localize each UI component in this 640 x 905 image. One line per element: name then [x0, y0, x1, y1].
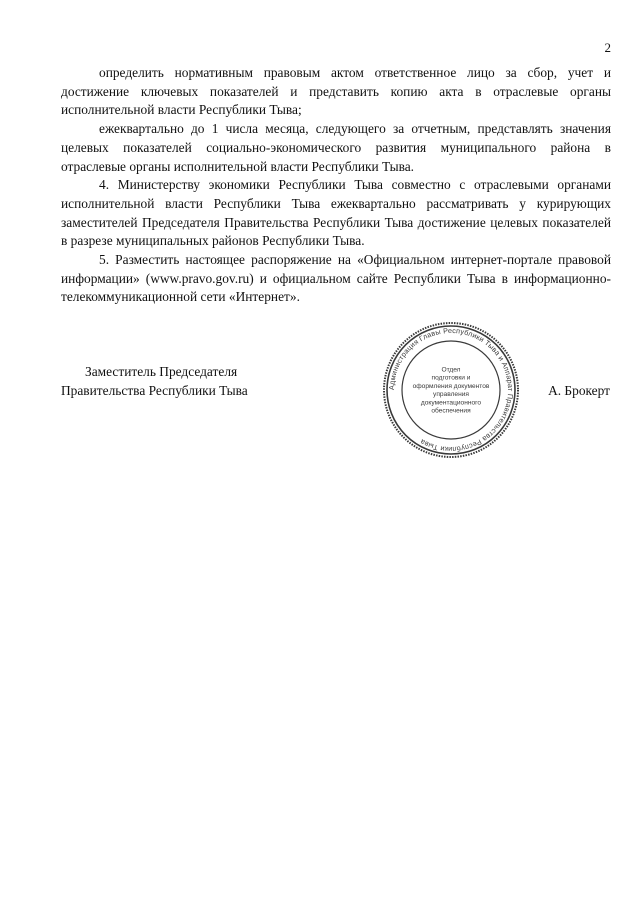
page-number: 2: [604, 40, 611, 55]
stamp-center-text: [413, 367, 490, 415]
stamp-center-line: документационного: [420, 399, 482, 407]
paragraph-2: ежеквартально до 1 числа месяца, следующего за отчетным, представлять значения целевых показателей социально-экономического развития муниципального района в отраслевые органы исполнительной власти Республики Тыва.: [61, 121, 611, 174]
stamp-center-line: Отдел: [441, 366, 461, 374]
stamp-center-line: оформления документов: [412, 382, 490, 390]
stamp-center-line: обеспечения: [431, 407, 471, 415]
stamp-seal-graphic: [381, 320, 521, 460]
paragraph-3: 4. Министерству экономики Республики Тыва совместно с отраслевыми органами исполнительной власти Республики Тыва ежеквартально рассматривать у курирующих заместителей Председателя Правительства Республики Тыва достижение целевых показателей в разрезе муниципальных районов Республики Тыва.: [61, 177, 611, 249]
stamp-center-line: управления: [433, 391, 469, 399]
document-body: [61, 64, 611, 307]
signatory-position-line-1: Заместитель Председателя: [85, 364, 238, 379]
stamp-ring-text: Администрация Главы Республики Тыва и Аппарат Правительства Республики Тыва: [386, 325, 516, 455]
signatory-position-line-2: Правительства Республики Тыва: [61, 382, 248, 398]
signatory-position: [61, 363, 248, 400]
paragraph-1: определить нормативным правовым актом ответственное лицо за сбор, учет и достижение ключевых показателей и представить копию акта в отраслевые органы исполнительной власти Республики Тыва;: [61, 65, 611, 118]
paragraph-4: 5. Разместить настоящее распоряжение на «Официальном интернет-портале правовой информации» (www.pravo.gov.ru) и официальном сайте Республики Тыва в информационно-телекоммуникационной сети «Интернет».: [61, 252, 611, 305]
official-stamp: [381, 320, 521, 460]
stamp-center-line: подготовки и: [431, 374, 471, 382]
signatory-name: А. Брокерт: [548, 383, 610, 398]
